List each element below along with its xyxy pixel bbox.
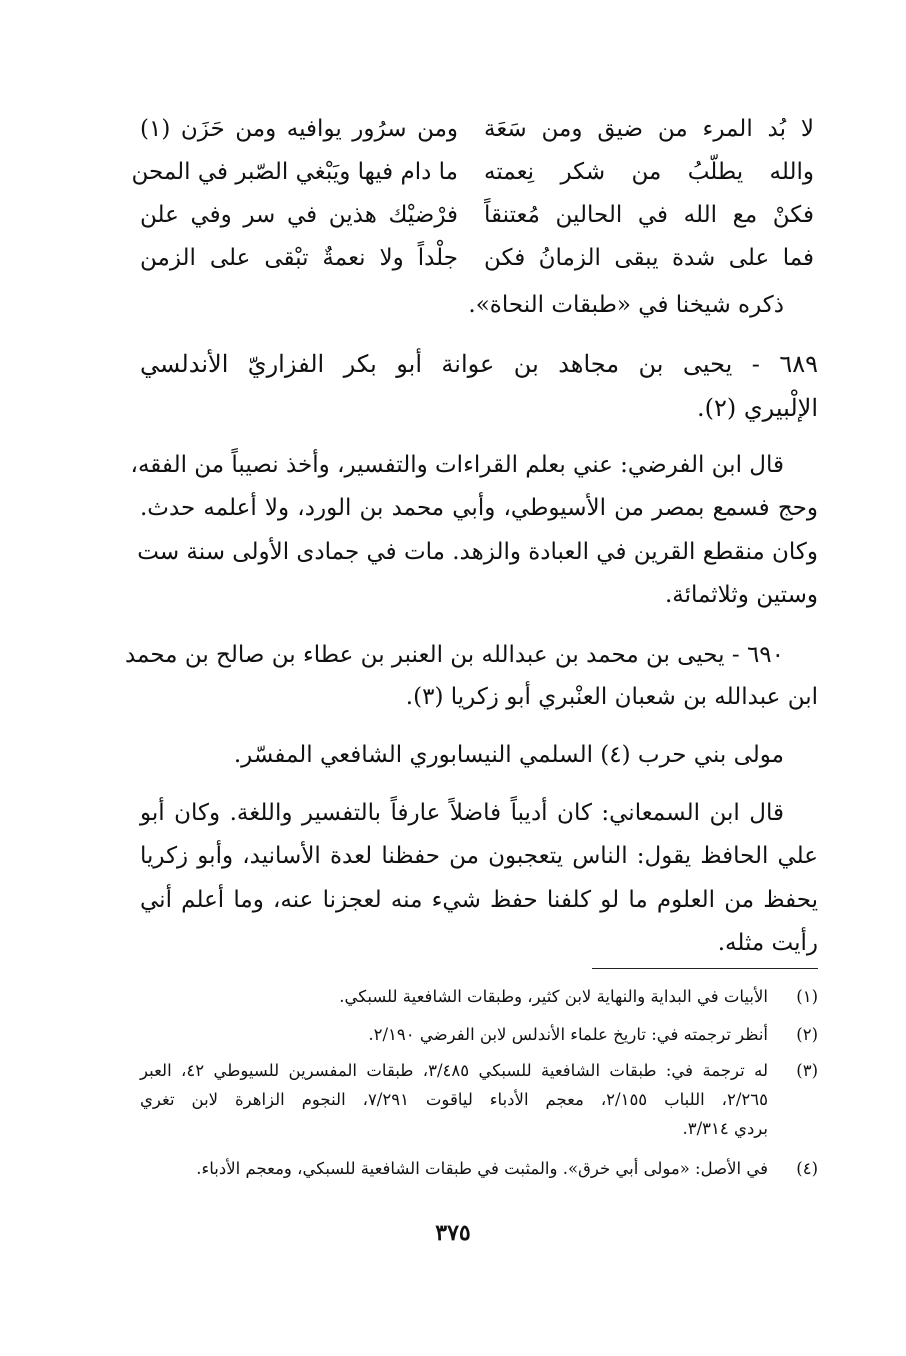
footnote-text: ٢/٢٦٥، اللباب ٢/١٥٥، معجم الأدباء لياقوت ٧/٢٩١، النجوم الزاهرة لابن تغري <box>140 1090 768 1109</box>
verse-line <box>140 108 820 151</box>
paragraph-line: قال ابن السمعاني: كان أديباً فاضلاً عارفاً بالتفسير واللغة. وكان أبو <box>140 800 784 826</box>
footnote-divider <box>592 968 818 969</box>
verse-second-hemistich: ومن سرُور يوافيه ومن حَزَن (١) <box>140 116 458 142</box>
footnote <box>140 982 818 1011</box>
paragraph-line: قال ابن الفرضي: عني بعلم القراءات والتفسير، وأخذ نصيباً من الفقه، <box>130 452 784 478</box>
paragraph-line: رأيت مثله. <box>717 930 818 956</box>
footnote-text: له ترجمة في: طبقات الشافعية للسبكي ٣/٤٨٥، طبقات المفسرين للسيوطي ٤٢، العبر <box>140 1061 768 1080</box>
footnote-text: الأبيات في البداية والنهاية لابن كثير، وطبقات الشافعية للسبكي. <box>339 987 768 1006</box>
footnote <box>140 1154 818 1183</box>
verse-first-hemistich: لا بُد المرء من ضيق ومن سَعَة <box>484 116 814 142</box>
entry-689-heading-cont: الإلْبيري (٢). <box>696 394 818 422</box>
verse-line <box>131 151 820 194</box>
verse-second-hemistich: فرْضيْك هذين في سر وفي علن <box>140 202 458 228</box>
page-number: ٣٧٥ <box>435 1220 471 1246</box>
verse-line <box>140 237 820 280</box>
verse-first-hemistich: فما على شدة يبقى الزمانُ فكن <box>484 245 814 271</box>
verse-line <box>140 194 820 237</box>
paragraph-line: وكان منقطع القرين في العبادة والزهد. مات في جمادى الأولى سنة ست <box>137 539 818 565</box>
paragraph-line: وستين وثلاثمائة. <box>664 582 818 608</box>
entry-690-heading-cont: ابن عبدالله بن شعبان العنْبري أبو زكريا (٣). <box>405 684 818 710</box>
verse-second-hemistich: ما دام فيها ويَبْغي الصّبر في المحن <box>131 159 458 185</box>
footnote-number: (١) <box>796 987 818 1006</box>
entry-689-heading: ٦٨٩ - يحيى بن مجاهد بن عوانة أبو بكر الفزاريّ الأندلسي <box>140 350 818 378</box>
verse-second-hemistich: جلْداً ولا نعمةٌ تبْقى على الزمن <box>140 245 458 271</box>
verse-first-hemistich: فكنْ مع الله في الحالين مُعتنقاً <box>484 202 814 228</box>
paragraph-line: علي الحافظ يقول: الناس يتعجبون من حفظنا لعدة الأسانيد، وأبو زكريا <box>140 843 818 869</box>
footnote-text: في الأصل: «مولى أبي خرق». والمثبت في طبقات الشافعية للسبكي، ومعجم الأدباء. <box>196 1159 768 1178</box>
poem-verses <box>131 108 820 280</box>
paragraph-line: وحج فسمع بمصر من الأسيوطي، وأبي محمد بن الورد، ولا أعلمه حدث. <box>140 495 818 521</box>
footnote <box>140 1020 818 1049</box>
footnote-number: (٢) <box>796 1025 818 1044</box>
footnote-number: (٣) <box>796 1061 818 1080</box>
verse-first-hemistich: والله يطلّبُ من شكر نِعمته <box>484 159 814 185</box>
paragraph-line: يحفظ من العلوم ما لو كلفنا حفظ شيء منه لعجزنا عنه، وما أعلم أني <box>140 887 818 913</box>
mawla-line: مولى بني حرب (٤) السلمي النيسابوري الشافعي المفسّر. <box>233 742 784 768</box>
footnote-number: (٤) <box>796 1159 818 1178</box>
entry-690-heading: ٦٩٠ - يحيى بن محمد بن عبدالله بن العنبر بن عطاء بن صالح بن محمد <box>124 642 784 668</box>
mention-line: ذكره شيخنا في «طبقات النحاة». <box>468 292 784 318</box>
footnote-text: بردي ٣/٣١٤. <box>682 1119 768 1138</box>
footnote-text: أنظر ترجمته في: تاريخ علماء الأندلس لابن الفرضي ٢/١٩٠. <box>368 1025 768 1044</box>
footnote <box>140 1056 818 1143</box>
